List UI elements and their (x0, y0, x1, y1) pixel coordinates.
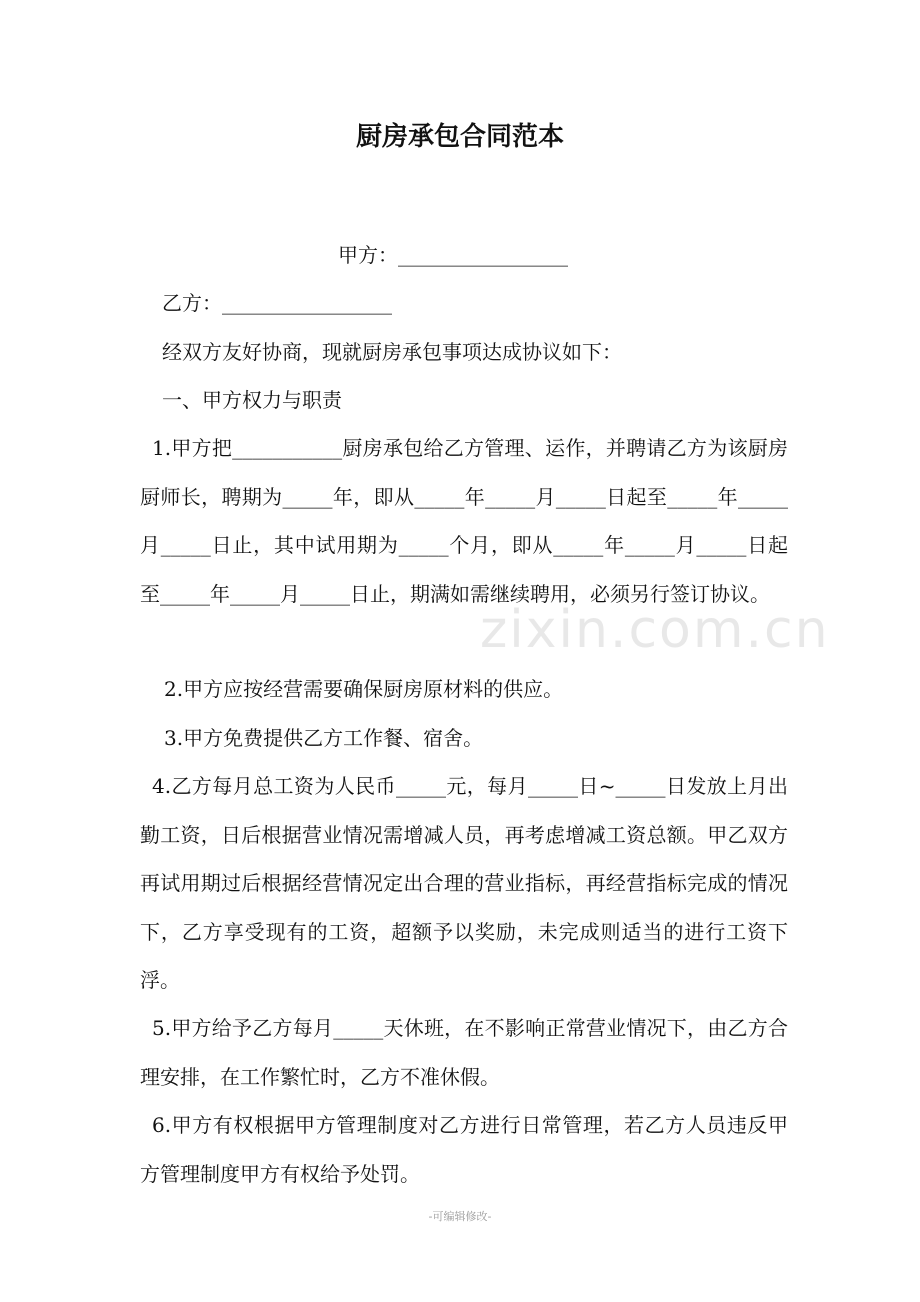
clause-1: 1.甲方把___________厨房承包给乙方管理、运作，并聘请乙方为该厨房厨师长，聘期为_____年，即从_____年_____月_____日起至_____年_____月_____日止，其中试用期为_____个月，即从_____年_____月_____日起至_____年_____月_____日止，期满如需继续聘用，必须另行签订协议。 (140, 436, 788, 606)
party-a-line: 甲方：_________________ (338, 243, 568, 267)
watermark: zixin.com.cn (480, 600, 830, 660)
clause-6: 6.甲方有权根据甲方管理制度对乙方进行日常管理，若乙方人员违反甲方管理制度甲方有权给予处罚。 (140, 1113, 788, 1186)
footer-note: -可编辑修改- (428, 1210, 492, 1223)
clause-3: 3.甲方免费提供乙方工作餐、宿舍。 (164, 726, 484, 750)
document-title: 厨房承包合同范本 (355, 122, 564, 152)
intro-text: 经双方友好协商，现就厨房承包事项达成协议如下： (162, 340, 622, 364)
clause-4: 4.乙方每月总工资为人民币_____元，每月_____日~_____日发放上月出勤工资，日后根据营业情况需增减人员，再考虑增减工资总额。甲乙双方再试用期过后根据经营情况定出合理的营业指标，再经营指标完成的情况下，乙方享受现有的工资，超额予以奖励，未完成则适当的进行工资下浮。 (140, 774, 788, 993)
section-heading: 一、甲方权力与职责 (162, 388, 342, 412)
party-b-line: 乙方：_________________ (162, 291, 392, 315)
clause-5: 5.甲方给予乙方每月_____天休班，在不影响正常营业情况下，由乙方合理安排，在工作繁忙时，乙方不准休假。 (140, 1016, 788, 1089)
clause-2: 2.甲方应按经营需要确保厨房原材料的供应。 (164, 677, 564, 701)
